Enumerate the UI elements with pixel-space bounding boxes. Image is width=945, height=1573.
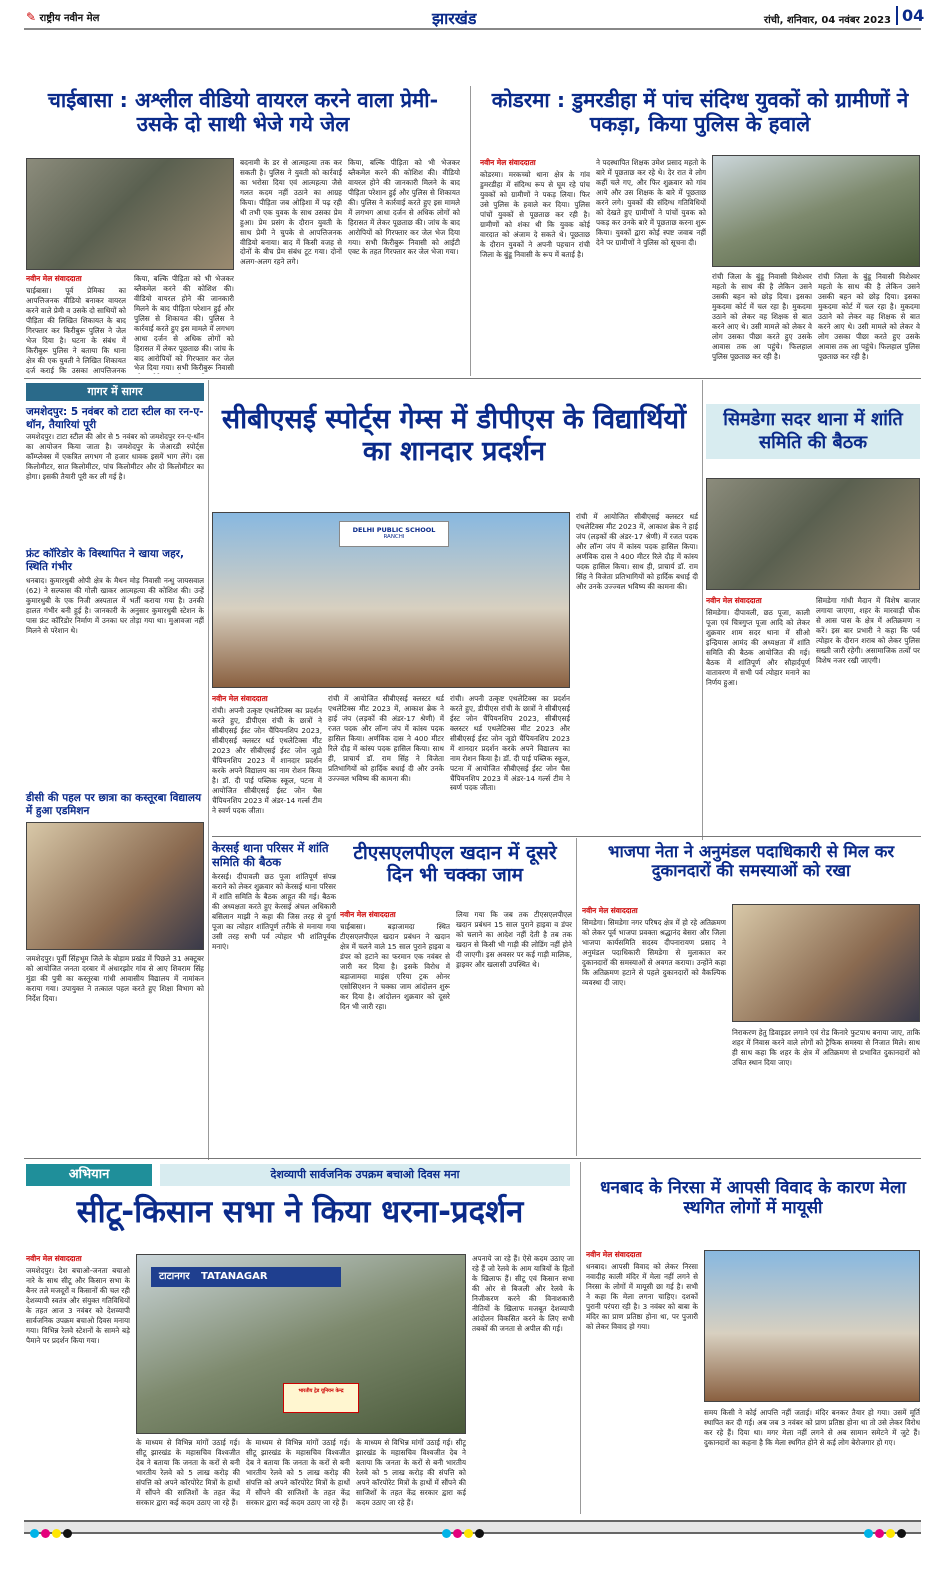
story6-text-1: जमशेदपुर। देश बचाओ-जनता बचाओ नारे के साथ सीटू और किसान सभा के बैनर तले मजदूरों व किसानों की चल रही देशव्यापी स्वतंत्र और संयुक्त गतिविधियों के तहत आज 3 नवंबर को देशव्यापी सार्वजनिक उपक्रम बचाओ दिवस मनाया गया। विभिन्न रेलवे स्टेशनों के सामने बड़े पैमाने पर प्रदर्शन किया गया।: [26, 1266, 130, 1345]
story4-col2: लिया गया कि जब तक टीएसएलपीएल खदान प्रबंधन 15 साल पुराने हाइवा व डंपर को चलाने का आदेश नहीं देती है तब तक खदान से किसी भी गाड़ी की लोडिंग नहीं होने दी जाएगी। इस अवसर पर कई गाड़ी मालिक, ड्राइवर और खलासी उपस्थित थे।: [456, 910, 572, 969]
story1-col4: किया, बल्कि पीड़िता को भी भेजकर ब्लैकमेल करने की कोशिश की। वीडियो वायरल होने की जानकारी मिलने के बाद पीड़िता परेशान हुई और पुलिस से शिकायत की। पुलिस ने कार्रवाई करते हुए इस मामले में लगभग आधा दर्जन से अधिक लोगों को हिरासत में लेकर पूछताछ की। जांच के बाद आरोपियों को गिरफ्तार कर जेल भेज दिया गया। सभी किरीबुरू निवासी को आईटी एक्ट के तहत गिरफ्तार कर जेल भेजा गया।: [348, 158, 460, 257]
black-dot-icon: [63, 1529, 72, 1538]
story1-headline: चाईबासा : अश्लील वीडियो वायरल करने वाला प्रेमी-उसके दो साथी भेजे गये जेल: [47, 88, 439, 137]
station-sign: [151, 1267, 341, 1287]
story3-col2: रांची में आयोजित सीबीएसई क्लस्टर थर्ड एथलेटिक्स मीट 2023 में, आकाश ब्रेक ने हाई जंप (लड़कों की अंडर-17 श्रेणी) में रजत पदक और लॉन्ग जंप में कांस्य पदक हासिल किया। अर्णविक दास ने 400 मीटर रिले दौड़ में कांस्य पदक हासिल किया। साथ ही, प्राचार्य डॉ. राम सिंह ने विजेता प्रतिभागियों को हार्दिक बधाई दी और उनके उज्ज्वल भविष्य की कामना की।: [328, 694, 444, 783]
protest-banner: भारतीय ट्रेड यूनियन केन्द्र: [283, 1383, 359, 1413]
magenta-dot-icon: [453, 1529, 462, 1538]
story1-col2: किया, बल्कि पीड़िता को भी भेजकर ब्लैकमेल करने की कोशिश की। वीडियो वायरल होने की जानकारी मिलने के बाद पीड़िता परेशान हुई और पुलिस से शिकायत की। पुलिस ने कार्रवाई करते हुए इस मामले में लगभग आधा दर्जन से अधिक लोगों को हिरासत में लेकर पूछताछ की। जांच के बाद आरोपियों को गिरफ्तार कर जेल भेज दिया गया। सभी किरीबुरू निवासी: [134, 274, 234, 373]
story1-text-1: चाईबासा। पूर्व प्रेमिका का आपत्तिजनक वीडियो बनाकर वायरल करने वाले प्रेमी व उसके दो साथियों को पीड़िता की लिखित शिकायत के बाद गिरफ्तार कर किरीबुरू पुलिस ने जेल भेज दिया है। घटना के संबंध में किरीबुरू पुलिस ने बताया कि थाना क्षेत्र की एक युवती ने लिखित शिकायत दर्ज कराई कि उसका आपत्तिजनक: [26, 286, 126, 374]
color-registration-center: [442, 1523, 486, 1542]
story5-col1: [582, 906, 726, 1152]
cyan-dot-icon: [30, 1529, 39, 1538]
story1-col1: [26, 274, 126, 374]
story3-byline: नवीन मेल संवाददाता: [212, 694, 268, 703]
gagar-text-2: धनबाद। कुमारधुबी ओपी क्षेत्र के मैथन मोड़ निवासी नन्धु जायसवाल (62) ने सल्फास की गोली खाकर आत्महत्या की कोशिश की। उन्हें कुमारधुबी के एक निजी अस्पताल में भर्ती कराया गया है। उनकी हालत गंभीर बनी हुई है। जानकारी के अनुसार कुमारधुबी स्टेशन के पास फ्रंट कॉरिडोर निर्माण में उनका घर तोड़ा गया था। मुआवजा नहीं मिलने से परेशान थे।: [26, 576, 204, 635]
story4-headline: टीएसएलपीएल खदान में दूसरे दिन भी चक्का जाम: [353, 842, 557, 887]
black-dot-icon: [475, 1529, 484, 1538]
story2-col3: रांची जिला के बुंडू निवासी विशेश्वर महतो के साथ की है लेकिन उसने उसकी बहन को छोड़ दिया। इसका मुकदमा कोर्ट में चल रहा है। मुकदमा उठाने को लेकर वह शिक्षक से बात करने आए थे। उसी मामले को लेकर वे लोग उसका पीछा करते हुए उसके आवास तक आ पहुंचे। फिलहाल पुलिस पूछताछ कर रही है।: [712, 272, 812, 361]
divider: [580, 1162, 581, 1514]
story3-photo: [212, 512, 570, 688]
divider: [702, 380, 703, 840]
magenta-dot-icon: [875, 1529, 884, 1538]
story2-col2: ने पदस्थापित शिक्षक उमेश प्रसाद महतो के बारे में पूछताछ कर रहे थे। देर रात वे लोग कहीं चले गए, और फिर शुक्रवार को गांव आये और उस शिक्षक के बारे में पूछताछ करने लगे। युवकों की संदिग्ध गतिविधियों को देखते हुए ग्रामीणों ने पांचों युवक को पकड़ कर उनके बारे में पूछताछ करना शुरू किया। युवकों द्वारा कोई स्पष्ट जवाब नहीं देने पर ग्रामीणों ने पुलिस को सूचना दी।: [596, 158, 706, 247]
kersai-text: केरसई। दीपावली छठ पूजा शांतिपूर्ण संपन्न कराने को लेकर शुक्रवार को केरसई थाना परिसर में शांति समिति के बैठक आहूत की गई। बैठक की अध्यक्षता करते हुए केरसई अंचल अधिकारी बसिलान माझी ने कहा की जिस तरह से दुर्गा पूजा का त्योहार शांतिपूर्ण तरीके से मनाया गया उसी तरह सभी पर्व त्योहार भी शांतिपूर्वक मनाएं।: [212, 872, 336, 951]
story1-col3: बदनामी के डर से आत्महत्या तक कर सकती है। पुलिस ने युवती को कार्रवाई का भरोसा दिया एवं आत्महत्या जैसे गलत कदम नहीं उठाने का आग्रह किया। पीड़िता जब ओड़िशा में पढ़ रही थी तभी एक युवक के साथ उसका प्रेम हुआ। प्रेम प्रसंग के दौरान युवती के साथ प्रेमी ने चुपके से आपत्तिजनक वीडियो बनाया। बाद में किसी वजह से दोनों के बीच प्रेम संबंध टूट गया। दोनों अलग-अलग रहने लगे।: [240, 158, 342, 267]
story6-col3: के माध्यम से विभिन्न मांगों उठाई गई। सीटू झारखंड के महासचिव विश्वजीत देब ने बताया कि जनता के करों से बनी भारतीय रेलवे को 5 लाख करोड़ की संपत्ति को अपने कॉरपोरेट मित्रों के हाथों में सौंपने की साजिशों के तहत केंद्र सरकार द्वारा कई कदम उठाए जा रहे हैं।: [246, 1438, 350, 1507]
story4-col1: [340, 910, 450, 1152]
paper-name: राष्ट्रीय नवीन मेल: [39, 13, 100, 24]
simdega-headline: सिमडेगा सदर थाना में शांति समिति की बैठक: [706, 404, 920, 459]
gagar-label: गागर में सागर: [26, 383, 204, 401]
story3-text-1: रांची। अपनी उत्कृष्ट एथलेटिक्स का प्रदर्शन करते हुए, डीपीएस रांची के छात्रों ने सीबीएसई ईस्ट जोन चैंपियनशिप 2023, सीबीएसई क्लस्टर थर्ड एथलेटिक्स मीट 2023 और सीबीएसई ईस्ट जोन जूडो चैंपियनशिप 2023 में शानदार प्रदर्शन करके अपने विद्यालय का नाम रोशन किया है। डॉ. दी पाई पब्लिक स्कूल, पटना में आयोजित सीबीएसई ईस्ट जोन चैस चैंपियनशिप 2023 में अंडर-14 गर्ल्स टीम ने स्वर्ण पदक जीता।: [212, 706, 322, 815]
story3-col4: रांची में आयोजित सीबीएसई क्लस्टर थर्ड एथलेटिक्स मीट 2023 में, आकाश ब्रेक ने हाई जंप (लड़कों की अंडर-17 श्रेणी) में रजत पदक और लॉन्ग जंप में कांस्य पदक हासिल किया। अर्णविक दास ने 400 मीटर रिले दौड़ में कांस्य पदक हासिल किया। साथ ही, प्राचार्य डॉ. राम सिंह ने विजेता प्रतिभागियों को हार्दिक बधाई दी और उनके उज्ज्वल भविष्य की कामना की।: [576, 512, 698, 591]
story2-col4: रांची जिला के बुंडू निवासी विशेश्वर महतो के साथ की है लेकिन उसने उसकी बहन को छोड़ दिया। इसका मुकदमा कोर्ट में चल रहा है। मुकदमा उठाने को लेकर वह शिक्षक से बात करने आए थे। उसी मामले को लेकर वे लोग उसका पीछा करते हुए उसके आवास तक आ पहुंचे। फिलहाल पुलिस पूछताछ कर रही है।: [818, 272, 920, 361]
story5-col2: निराकरण हेतु डिवाइडर लगाने एवं रोड किनारे फुटपाथ बनाया जाए, ताकि शहर में निवास करने वाले लोगों को ट्रैफिक समस्या से निजात मिले। साथ ही साथ कहा कि शहर के क्षेत्र में अतिक्रमण से प्रभावित दुकानदारों को उचित स्थान दिया जाए।: [732, 1028, 920, 1067]
story6-col2: के माध्यम से विभिन्न मांगों उठाई गई। सीटू झारखंड के महासचिव विश्वजीत देब ने बताया कि जनता के करों से बनी भारतीय रेलवे को 5 लाख करोड़ की संपत्ति को अपने कॉरपोरेट मित्रों के हाथों में सौंपने की साजिशों के तहत केंद्र सरकार द्वारा कई कदम उठाए जा रहे हैं।: [136, 1438, 240, 1507]
story2-col1: [480, 158, 590, 374]
story3-col1: [212, 694, 322, 832]
divider: [208, 380, 209, 1160]
station-sign-hindi: टाटानगर: [159, 1271, 190, 1282]
gagar-headline-2: फ्रंट कॉरिडोर के विस्थापित ने खाया जहर, स्थिति गंभीर: [26, 548, 184, 573]
simdega-col1: [706, 596, 810, 832]
gagar-text-1: जमशेदपुर। टाटा स्टील की ओर से 5 नवंबर को जमशेदपुर रन-ए-थॉन का आयोजन किया जाता है। जमशेदपुर के जेआरडी स्पोर्ट्स कॉम्प्लेक्स में एकत्रित लगभग नौ हजार धावक इसमें भाग लेंगे। दस किलोमीटर, सात किलोमीटर, पांच किलोमीटर और दो किलोमीटर का होगा। इसकी तैयारी पूरी कर ली गई है।: [26, 432, 204, 481]
simdega-byline: नवीन मेल संवाददाता: [706, 596, 762, 605]
story6-photo: [136, 1254, 466, 1434]
story7-col2: समय किसी ने कोई आपत्ति नहीं जताई। मंदिर बनकर तैयार हो गया। उसमें मूर्ति स्थापित कर दी गई। अब जब 3 नवंबर को प्राण प्रतिष्ठा होना था तो उसे लेकर विरोध कर रहे हैं। दिया था। मगर मेला नहीं लगने से अब सामान समेटने में जुटे हैं। दुकानदारों का कहना है कि मेला स्थगित होने से कई लोग बेरोजगार हो गए।: [704, 1408, 920, 1447]
simdega-text-1: सिमडेगा। दीपावली, छठ पूजा, काली पूजा एवं चित्रगुप्त पूजा आदि को लेकर शुक्रवार शाम सदर थाना में सीओ इन्द्रियास आमंद की अध्यक्षता में शांति समिति की बैठक आयोजित की गई। बैठक में शांतिपूर्ण और सौहार्दपूर्ण वातावरण में सभी पर्व त्योहार मनाने का निर्णय हुआ।: [706, 608, 810, 687]
divider: [24, 1158, 921, 1159]
story4-text-1: चाईबासा। बड़ाजामदा स्थित टीएसएलपीएल खदान प्रबंधन ने खदान क्षेत्र में चलने वाले 15 साल पुराने हाइवा व डंपर को हटाने का फरमान एक नवंबर से जारी कर दिया है। इसके विरोध में बड़ाजामदा माइंस एरिया ट्रक ओनर एसोसिएशन ने चक्का जाम आंदोलन शुरू कर दिया है। आंदोलन शुक्रवार को दूसरे दिन भी जारी रहा।: [340, 922, 450, 1011]
story2-byline: नवीन मेल संवाददाता: [480, 158, 536, 167]
story7-photo: [704, 1250, 920, 1402]
gagar-text-3: जमशेदपुर। पूर्वी सिंहभूम जिले के बोड़ाम प्रखंड में पिछले 31 अक्टूबर को आयोजित जनता दरबार में अंधारझोर गांव से आए शिवराम सिंह मुंडा की पुत्री का कस्तूरबा गांधी आवासीय विद्यालय में नामांकन कराया गया। उपायुक्त ने तत्काल पहल करते हुए शिक्षा विभाग को निर्देश दिया।: [26, 954, 204, 1003]
masthead: [24, 6, 925, 30]
story6-headline: सीटू-किसान सभा ने किया धरना-प्रदर्शन: [76, 1194, 524, 1230]
story2-text-1: कोडरमा। मरकच्चो थाना क्षेत्र के गांव डुमरडीहा में संदिग्ध रूप से घूम रहे पांच युवकों को ग्रामीणों ने पकड़ लिया। फिर उसे पुलिस के हवाले कर दिया। पुलिस पांचों युवकों से पूछताछ कर रही है। ग्रामीणों को शंका थी कि युवक कोई वारदात को अंजाम दे सकते थे। पूछताछ के दौरान युवकों ने अपनी पहचान रांची जिला के बुंडू निवासी के रूप में बताई है।: [480, 170, 590, 259]
divider: [576, 838, 577, 1156]
black-dot-icon: [897, 1529, 906, 1538]
story1-byline: नवीन मेल संवाददाता: [26, 274, 82, 283]
story1-photo: [26, 158, 234, 270]
school-sign: [339, 521, 449, 547]
story6-kicker: देशव्यापी सार्वजनिक उपक्रम बचाओ दिवस मना: [160, 1164, 570, 1186]
story3-headline: सीबीएसई स्पोर्ट्स गेम्स में डीपीएस के विद्यार्थियों का शानदार प्रदर्शन: [221, 404, 687, 467]
story6-byline: नवीन मेल संवाददाता: [26, 1254, 82, 1263]
simdega-col2: सिमडेगा गांधी मैदान में विशेष बाजार लगाया जाएगा, शहर के मारवाड़ी चौक से आस पास के क्षेत्र में अतिक्रमण न करें। इस बार प्रभारी ने कहा कि पर्व त्योहार के दौरान शराब को लेकर पुलिस सख्ती जारी रहेगी। असामाजिक तत्वों पर विशेष नजर रखी जाएगी।: [816, 596, 920, 665]
yellow-dot-icon: [52, 1529, 61, 1538]
story5-headline: भाजपा नेता ने अनुमंडल पदाधिकारी से मिल कर दुकानदारों की समस्याओं को रखा: [607, 842, 895, 881]
story5-text-1: सिमडेगा। सिमडेगा नगर परिषद क्षेत्र में हो रहे अतिक्रमण को लेकर पूर्व भाजपा प्रवक्ता श्रद्धानंद बेसरा और जिला भाजपा कार्यसमिति सदस्य दीपनारायण प्रसाद ने अनुमंडल पदाधिकारी सिमडेगा से मुलाकात कर दुकानदारों की समस्याओं से अवगत कराया। उन्होंने कहा कि अतिक्रमण हटाने से पहले दुकानदारों को वैकल्पिक व्यवस्था दी जाए।: [582, 918, 726, 987]
story5-byline: नवीन मेल संवाददाता: [582, 906, 638, 915]
station-sign-english: TATANAGAR: [201, 1271, 268, 1282]
color-registration-right: [864, 1523, 908, 1542]
dateline: रांची, शनिवार, 04 नवंबर 2023: [764, 15, 891, 26]
cyan-dot-icon: [864, 1529, 873, 1538]
school-sign-city: RANCHI: [383, 534, 405, 540]
footer-strip: [24, 1520, 921, 1534]
story7-headline: धनबाद के निरसा में आपसी विवाद के कारण मेला स्थगित लोगों में मायूसी: [600, 1178, 906, 1219]
color-registration-left: [30, 1523, 74, 1542]
story7-byline: नवीन मेल संवाददाता: [586, 1250, 642, 1259]
page-number: 04: [896, 6, 924, 25]
gagar-headline-3: डीसी की पहल पर छात्रा का कस्तूरबा विद्यालय में हुआ एडमिशन: [26, 792, 202, 817]
divider: [24, 378, 921, 379]
story7-text-1: धनबाद। आपसी विवाद को लेकर निरसा नवादीह काली मंदिर में मेला नहीं लगने से निरसा के लोगों में मायूसी छा गई है। सभी ने कहा कि मेला लगना चाहिए। दशकों पुरानी परंपरा रही है। 3 नवंबर को बाबा के मंदिर का प्राण प्रतिष्ठा होना था, पर पुजारी को लेकर विवाद हो गया।: [586, 1262, 698, 1331]
story4-byline: नवीन मेल संवाददाता: [340, 910, 396, 919]
story2-photo: [712, 155, 920, 267]
story2-headline: कोडरमा : डुमरडीहा में पांच संदिग्ध युवकों को ग्रामीणों ने पकड़ा, किया पुलिस के हवाले: [491, 88, 909, 137]
school-sign-name: DELHI PUBLIC SCHOOL: [352, 526, 436, 534]
story6-col5: अपनाये जा रहे हैं। ऐसे कदम उठाए जा रहे हैं जो रेलवे के आम यात्रियों के हितों के खिलाफ हैं। सीटू एवं किसान सभा की ओर से बिजली और रेलवे के निजीकरण करने की विनाशकारी नीतियों के खिलाफ मजबूत देशव्यापी आंदोलन विकसित करने के लिए सभी तबकों की जनता से अपील की गई।: [472, 1254, 574, 1333]
abhiyan-tag: अभियान: [26, 1164, 152, 1186]
paper-logo: [26, 10, 99, 24]
gagar-photo: [26, 822, 204, 950]
divider: [212, 836, 921, 837]
divider: [470, 86, 471, 376]
magenta-dot-icon: [41, 1529, 50, 1538]
yellow-dot-icon: [464, 1529, 473, 1538]
story6-col4: के माध्यम से विभिन्न मांगों उठाई गई। सीटू झारखंड के महासचिव विश्वजीत देब ने बताया कि जनता के करों से बनी भारतीय रेलवे को 5 लाख करोड़ की संपत्ति को अपने कॉरपोरेट मित्रों के हाथों में सौंपने की साजिशों के तहत केंद्र सरकार द्वारा कई कदम उठाए जा रहे हैं।: [356, 1438, 466, 1507]
story7-col1: [586, 1250, 698, 1510]
gagar-headline-1: जमशेदपुर: 5 नवंबर को टाटा स्टील का रन-ए-थॉन, तैयारियां पूरी: [26, 406, 204, 431]
story5-photo: [732, 904, 920, 1022]
section-name: झारखंड: [432, 9, 477, 28]
simdega-photo: [706, 478, 920, 590]
yellow-dot-icon: [886, 1529, 895, 1538]
cyan-dot-icon: [442, 1529, 451, 1538]
kersai-headline: केरसई थाना परिसर में शांति समिति की बैठक: [212, 841, 329, 869]
story6-col1: [26, 1254, 130, 1510]
logo-swoosh-icon: ✎: [26, 10, 37, 24]
story3-col3: रांची। अपनी उत्कृष्ट एथलेटिक्स का प्रदर्शन करते हुए, डीपीएस रांची के छात्रों ने सीबीएसई ईस्ट जोन चैंपियनशिप 2023, सीबीएसई क्लस्टर थर्ड एथलेटिक्स मीट 2023 और सीबीएसई ईस्ट जोन जूडो चैंपियनशिप 2023 में शानदार प्रदर्शन करके अपने विद्यालय का नाम रोशन किया है। डॉ. दी पाई पब्लिक स्कूल, पटना में आयोजित सीबीएसई ईस्ट जोन चैस चैंपियनशिप 2023 में अंडर-14 गर्ल्स टीम ने स्वर्ण पदक जीता।: [450, 694, 570, 793]
